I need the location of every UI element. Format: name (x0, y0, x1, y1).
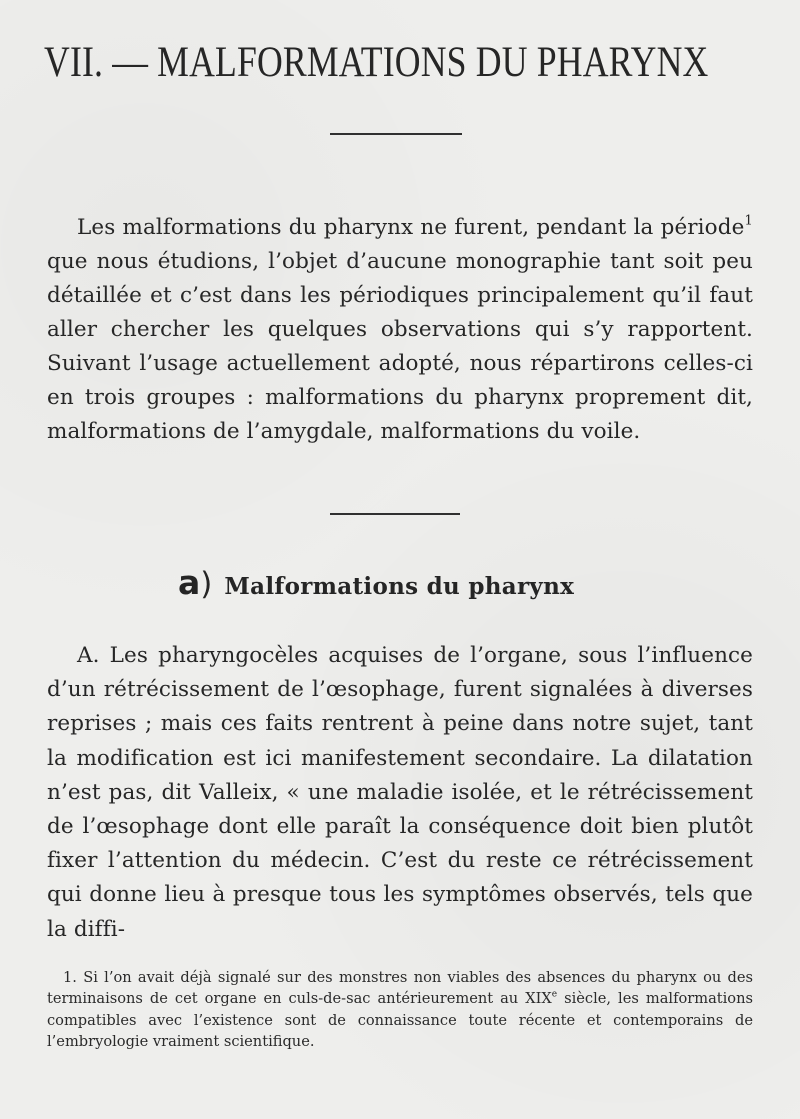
section-paren: ) (200, 566, 213, 602)
chapter-title: VII. — MALFORMATIONS DU PHARYNX (44, 39, 709, 86)
footnote-text-after-century: siècle, les malformations compatibles avec l’existence sont de connaissance toute récente et contemporains de l’embryologie vraiment scientifique. (47, 990, 753, 1050)
footnote-marker: 1. (63, 969, 77, 986)
intro-text-after-note: que nous étudions, l’objet d’aucune monographie tant soit peu détaillée et c’est dans les périodiques principalement qu’il faut aller chercher les quelques observations qui s’y rapportent. Suivant l’usage actuellement adopté, nous répartirons celles-ci en trois groupes : malformations du pharynx proprement dit, malformations de l’amygdale, malformations du voile. (47, 249, 753, 444)
intro-footnote-marker: 1 (744, 213, 753, 229)
footnote (47, 967, 753, 1052)
body-paragraph: A. Les pharyngocèles acquises de l’organe, sous l’influence d’un rétrécissement de l’œsophage, furent signalées à diverses reprises ; mais ces faits rentrent à peine dans notre sujet, tant la modification est ici manifestement secondaire. La dilatation n’est pas, dit Valleix, « une maladie isolée, et le rétrécissement de l’œsophage dont elle paraît la conséquence doit bien plutôt fixer l’attention du médecin. C’est du reste ce rétrécissement qui donne lieu à presque tous les symptômes observés, tels que la diffi- (47, 643, 753, 942)
section-heading (178, 563, 638, 607)
intro-paragraph (47, 211, 753, 449)
footnote-text-before-century: Si l’on avait déjà signalé sur des monstres non viables des absences du pharynx ou des terminaisons de cet organe en culs-de-sac antérieurement au (47, 969, 753, 1008)
intro-text-before-note: Les malformations du pharynx ne furent, pendant la période (77, 215, 745, 240)
section-letter: a (178, 563, 201, 602)
footnote-century-suffix: e (551, 989, 558, 1000)
footnote-century: XIX (525, 990, 552, 1008)
section-title: Malformations du pharynx (224, 573, 575, 600)
middle-divider (330, 513, 460, 515)
top-divider (330, 133, 462, 135)
